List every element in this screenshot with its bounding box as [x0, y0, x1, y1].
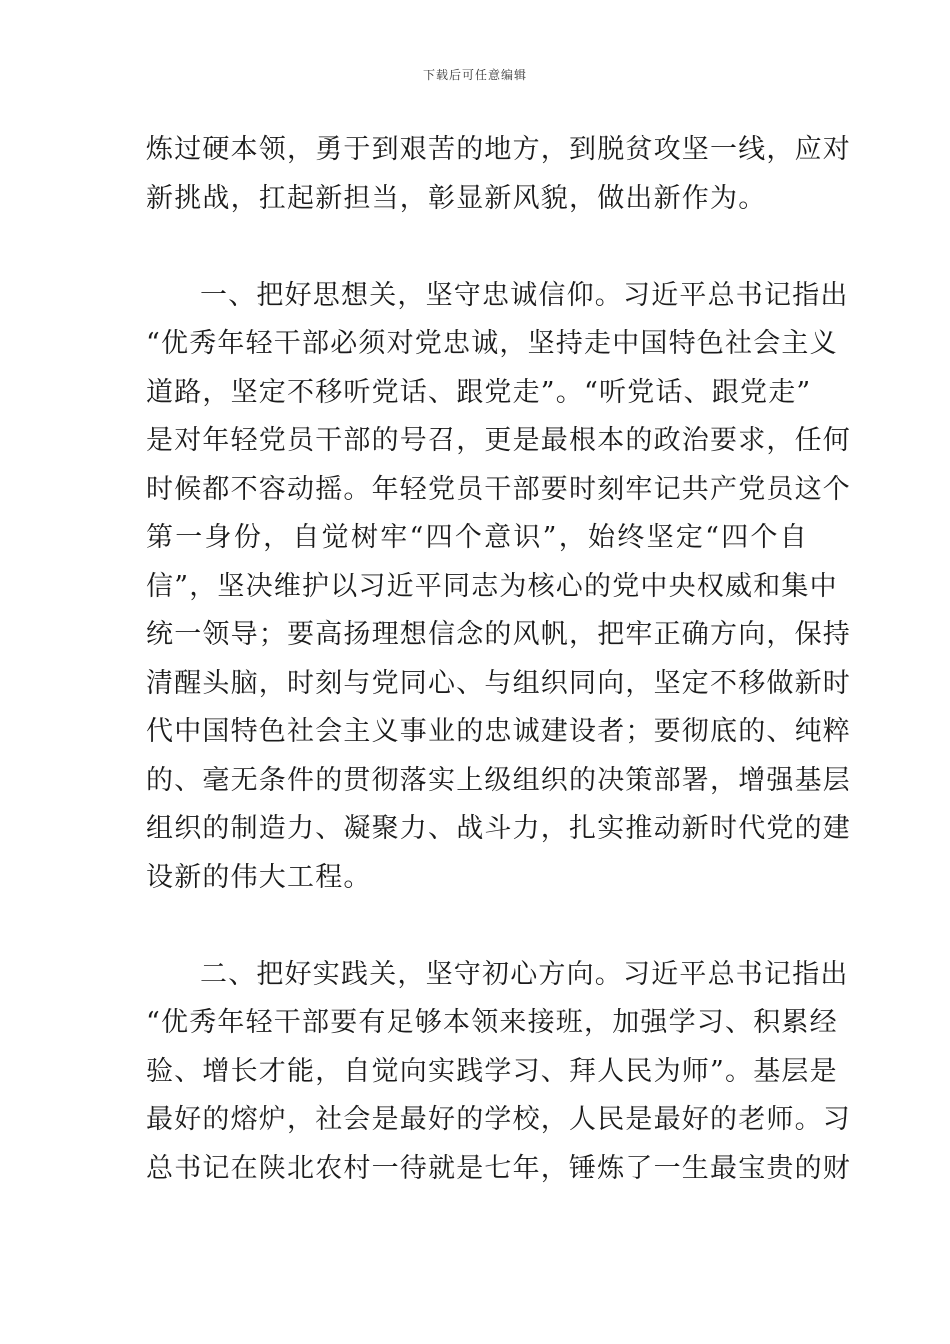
- text-line: 炼过硬本领，勇于到艰苦的地方，到脱贫攻坚一线，应对: [146, 134, 851, 165]
- text-line: 道路，坚定不移听党话、跟党走”。“听党话、跟党走”: [146, 376, 812, 408]
- paragraph-gap: [146, 902, 808, 951]
- text-line: “优秀年轻干部必须对党忠诚，坚持走中国特色社会主义: [146, 328, 838, 359]
- text-line: 信”，坚决维护以习近平同志为核心的党中央权威和集中: [146, 570, 838, 602]
- text-line: 是对年轻党员干部的号召，更是最根本的政治要求，任何: [146, 425, 851, 456]
- text-line: 代中国特色社会主义事业的忠诚建设者；要彻底的、纯粹: [146, 716, 851, 747]
- text-line: “优秀年轻干部要有足够本领来接班，加强学习、积累经: [146, 1007, 838, 1038]
- text-line: 第一身份，自觉树牢“四个意识”，始终坚定“四个自: [146, 522, 808, 553]
- text-line: 组织的制造力、凝聚力、战斗力，扎实推动新时代党的建: [146, 813, 851, 844]
- text-line: 最好的熔炉，社会是最好的学校，人民是最好的老师。习: [146, 1104, 851, 1135]
- text-line: 一、把好思想关，坚守忠诚信仰。习近平总书记指出: [200, 279, 849, 311]
- document-body: [146, 126, 851, 1193]
- text-line: 验、增长才能，自觉向实践学习、拜人民为师”。基层是: [146, 1055, 838, 1087]
- text-line: 总书记在陕北农村一待就是七年，锤炼了一生最宝贵的财: [146, 1152, 851, 1184]
- text-line: 设新的伟大工程。: [146, 861, 372, 893]
- text-line: 二、把好实践关，坚守初心方向。习近平总书记指出: [200, 958, 849, 990]
- page-header-note: 下载后可任意编辑: [422, 68, 527, 82]
- paragraph-gap: [146, 223, 808, 272]
- text-line: 时候都不容动摇。年轻党员干部要时刻牢记共产党员这个: [146, 473, 851, 505]
- text-line: 清醒头脑，时刻与党同心、与组织同向，坚定不移做新时: [146, 667, 851, 699]
- text-line: 的、毫无条件的贯彻落实上级组织的决策部署，增强基层: [146, 764, 851, 796]
- text-line: 新挑战，扛起新担当，彰显新风貌，做出新作为。: [146, 182, 767, 214]
- text-line: 统一领导；要高扬理想信念的风帆，把牢正确方向，保持: [146, 619, 851, 650]
